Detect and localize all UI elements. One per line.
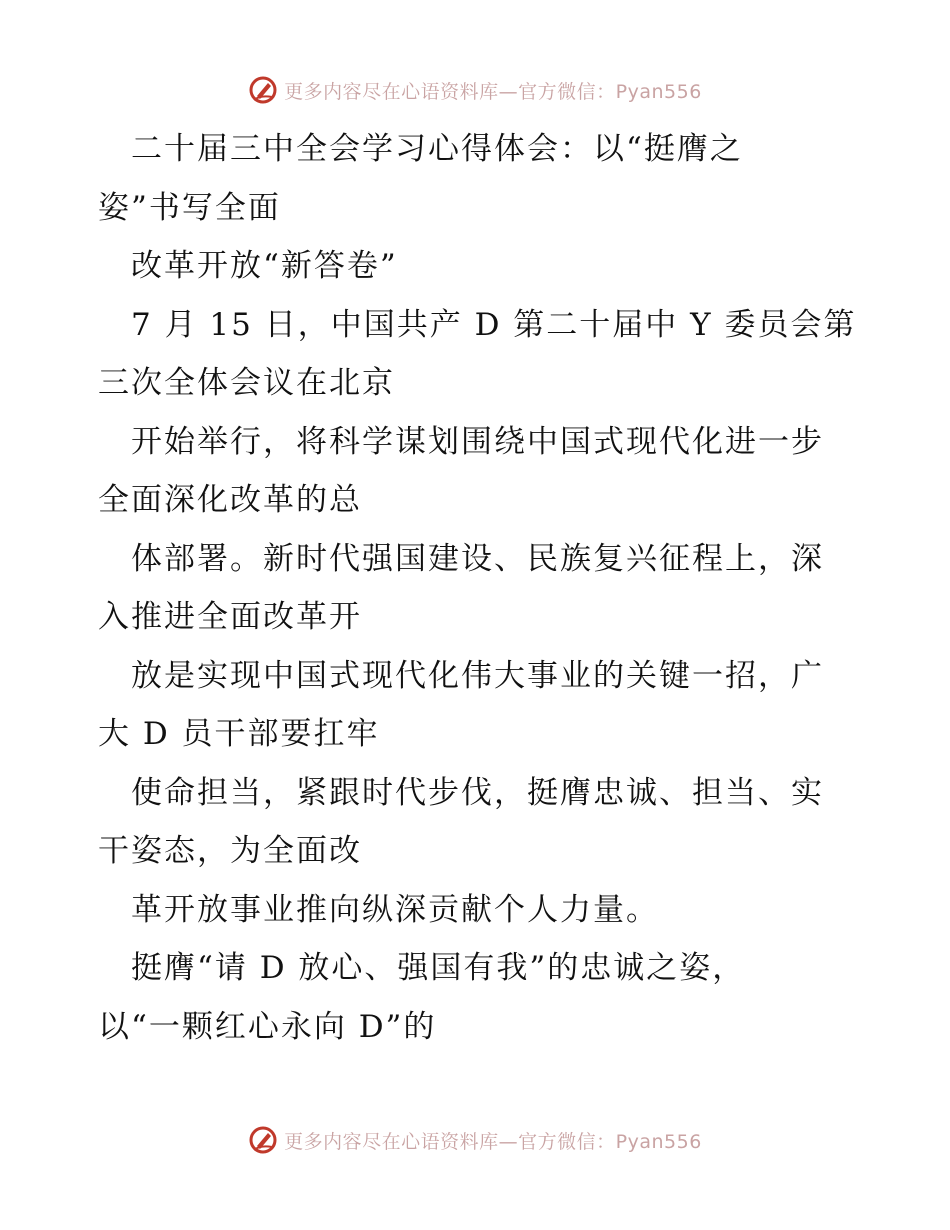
text-line: 姿”书写全面: [98, 189, 281, 226]
text-line: 二十届三中全会学习心得体会：以“挺膺之: [98, 131, 743, 167]
header-watermark: [0, 70, 950, 110]
watermark-text: 更多内容尽在心语资料库—官方微信：Pyan556: [284, 80, 702, 103]
text-line: 开始举行，将科学谋划围绕中国式现代化进一步: [98, 423, 824, 460]
text-line: 使命担当，紧跟时代步伐，挺膺忠诚、担当、实: [98, 774, 824, 811]
red-circle-pen-logo-icon: [248, 75, 278, 105]
text-line: 挺膺“请 D 放心、强国有我”的忠诚之姿，: [98, 950, 746, 986]
footer-watermark: [0, 1120, 950, 1160]
text-line: 干姿态，为全面改: [98, 833, 362, 869]
text-line: 大 D 员干部要扛牢: [98, 716, 380, 752]
text-line: 7 月 15 日，中国共产 D 第二十届中 Y 委员会第: [98, 306, 857, 343]
text-line: 以“一颗红心永向 D”的: [98, 1008, 437, 1045]
text-line: 全面深化改革的总: [98, 482, 362, 518]
text-line: 放是实现中国式现代化伟大事业的关键一招，广: [98, 657, 824, 694]
text-line: 改革开放“新答卷”: [98, 248, 398, 284]
text-line: 三次全体会议在北京: [98, 365, 395, 401]
text-line: 革开放事业推向纵深贡献个人力量。: [98, 891, 659, 928]
watermark-text: 更多内容尽在心语资料库—官方微信：Pyan556: [284, 1130, 702, 1153]
document-body: [98, 120, 858, 1056]
red-circle-pen-logo-icon: [248, 1125, 278, 1155]
text-line: 入推进全面改革开: [98, 599, 362, 635]
text-line: 体部署。新时代强国建设、民族复兴征程上，深: [98, 540, 824, 577]
